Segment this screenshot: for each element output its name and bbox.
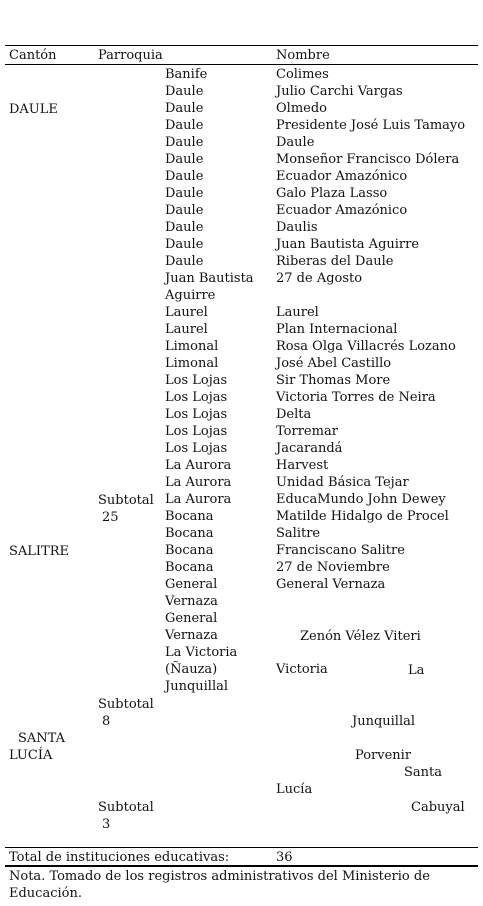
note-line-1: Nota. Tomado de los registros administrativos del Ministerio de: [9, 869, 430, 884]
row-parroquia: Los Lojas: [165, 390, 228, 405]
row-nombre: Sir Thomas More: [276, 373, 391, 388]
nombre-cabuyal: Cabuyal: [411, 800, 465, 815]
total-value: 36: [276, 850, 293, 865]
row-parroquia: Los Lojas: [165, 441, 228, 456]
row-parroquia: La Aurora: [165, 475, 232, 490]
row-parroquia: Daule: [165, 84, 204, 99]
row-parroquia: Los Lojas: [165, 407, 228, 422]
nombre-santa-lucia-part1: Santa: [404, 765, 443, 780]
row-nombre: Franciscano Salitre: [276, 543, 405, 558]
row-parroquia: Limonal: [165, 339, 219, 354]
subtotal-daule-label: Subtotal: [98, 493, 154, 508]
row-nombre: Unidad Básica Tejar: [276, 475, 409, 490]
header-parroquia: Parroquia: [98, 48, 163, 63]
table-bottom-rule: [5, 865, 478, 867]
canton-salitre: SALITRE: [9, 544, 70, 559]
nombre-junquillal: Junquillal: [352, 714, 416, 729]
row-nombre: 27 de Agosto: [276, 271, 363, 286]
row-nombre: Galo Plaza Lasso: [276, 186, 388, 201]
nombre-santa-lucia-part2: Lucía: [276, 782, 313, 797]
row-nombre: José Abel Castillo: [276, 356, 392, 371]
row-parroquia: La Aurora: [165, 492, 232, 507]
row-parroquia: Daule: [165, 254, 204, 269]
row-parroquia: Vernaza: [165, 594, 218, 609]
subtotal-santa-lucia-label: Subtotal: [98, 800, 154, 815]
row-parroquia: Banife: [165, 67, 208, 82]
row-parroquia: Daule: [165, 118, 204, 133]
row-nombre: Torremar: [276, 424, 338, 439]
row-parroquia: Juan Bautista: [165, 271, 254, 286]
row-parroquia: Junquillal: [165, 679, 229, 694]
table-top-rule: [5, 45, 478, 46]
row-nombre: Monseñor Francisco Dólera: [276, 152, 460, 167]
row-parroquia: Bocana: [165, 543, 214, 558]
nombre-zenon-velez-viteri: Zenón Vélez Viteri: [300, 629, 421, 644]
row-parroquia: General: [165, 611, 218, 626]
nombre-la-victoria-part1: La: [408, 663, 425, 678]
row-nombre: Delta: [276, 407, 312, 422]
row-parroquia: General: [165, 577, 218, 592]
row-parroquia: Daule: [165, 220, 204, 235]
row-nombre: Jacarandá: [276, 441, 343, 456]
total-top-rule: [5, 847, 478, 848]
row-parroquia: Los Lojas: [165, 424, 228, 439]
row-parroquia: Aguirre: [165, 288, 216, 303]
row-parroquia: Daule: [165, 135, 204, 150]
row-parroquia: (Ñauza): [165, 662, 218, 677]
row-nombre: Colimes: [276, 67, 329, 82]
row-parroquia: Laurel: [165, 322, 208, 337]
row-parroquia: La Victoria: [165, 645, 238, 660]
subtotal-santa-lucia-value: 3: [102, 817, 111, 832]
row-nombre: Ecuador Amazónico: [276, 203, 408, 218]
row-nombre: EducaMundo John Dewey: [276, 492, 446, 507]
row-parroquia: Daule: [165, 101, 204, 116]
row-nombre: Presidente José Luis Tamayo: [276, 118, 466, 133]
row-parroquia: Daule: [165, 237, 204, 252]
row-nombre: Victoria Torres de Neira: [276, 390, 436, 405]
canton-santa-lucia-line2: LUCÍA: [9, 748, 53, 763]
row-parroquia: Limonal: [165, 356, 219, 371]
total-label: Total de instituciones educativas:: [9, 850, 230, 865]
row-nombre: Riberas del Daule: [276, 254, 394, 269]
row-parroquia: Daule: [165, 169, 204, 184]
row-nombre: Daule: [276, 135, 315, 150]
row-nombre: Rosa Olga Villacrés Lozano: [276, 339, 456, 354]
row-nombre: Salitre: [276, 526, 321, 541]
row-nombre: General Vernaza: [276, 577, 386, 592]
row-nombre: Ecuador Amazónico: [276, 169, 408, 184]
row-nombre: Matilde Hidalgo de Procel: [276, 509, 449, 524]
row-parroquia: Los Lojas: [165, 373, 228, 388]
header-bottom-rule: [5, 64, 478, 65]
subtotal-salitre-label: Subtotal: [98, 697, 154, 712]
row-parroquia: Laurel: [165, 305, 208, 320]
row-nombre: Laurel: [276, 305, 319, 320]
row-nombre: Daulis: [276, 220, 318, 235]
row-nombre: 27 de Noviembre: [276, 560, 390, 575]
row-nombre: Olmedo: [276, 101, 327, 116]
row-parroquia: Bocana: [165, 526, 214, 541]
row-nombre: Juan Bautista Aguirre: [276, 237, 420, 252]
row-parroquia: Daule: [165, 152, 204, 167]
row-parroquia: La Aurora: [165, 458, 232, 473]
row-parroquia: Bocana: [165, 560, 214, 575]
subtotal-salitre-value: 8: [102, 714, 111, 729]
header-nombre: Nombre: [276, 48, 330, 63]
row-nombre: Harvest: [276, 458, 329, 473]
subtotal-daule-value: 25: [102, 510, 119, 525]
row-nombre: Julio Carchi Vargas: [276, 84, 403, 99]
canton-santa-lucia-line1: SANTA: [18, 731, 66, 746]
row-nombre: Plan Internacional: [276, 322, 398, 337]
row-parroquia: Bocana: [165, 509, 214, 524]
header-canton: Cantón: [9, 48, 57, 63]
row-parroquia: Vernaza: [165, 628, 218, 643]
row-nombre: Victoria: [276, 662, 328, 677]
note-line-2: Educación.: [9, 886, 82, 901]
canton-daule: DAULE: [9, 102, 58, 117]
row-parroquia: Daule: [165, 203, 204, 218]
nombre-porvenir: Porvenir: [355, 748, 412, 763]
row-parroquia: Daule: [165, 186, 204, 201]
